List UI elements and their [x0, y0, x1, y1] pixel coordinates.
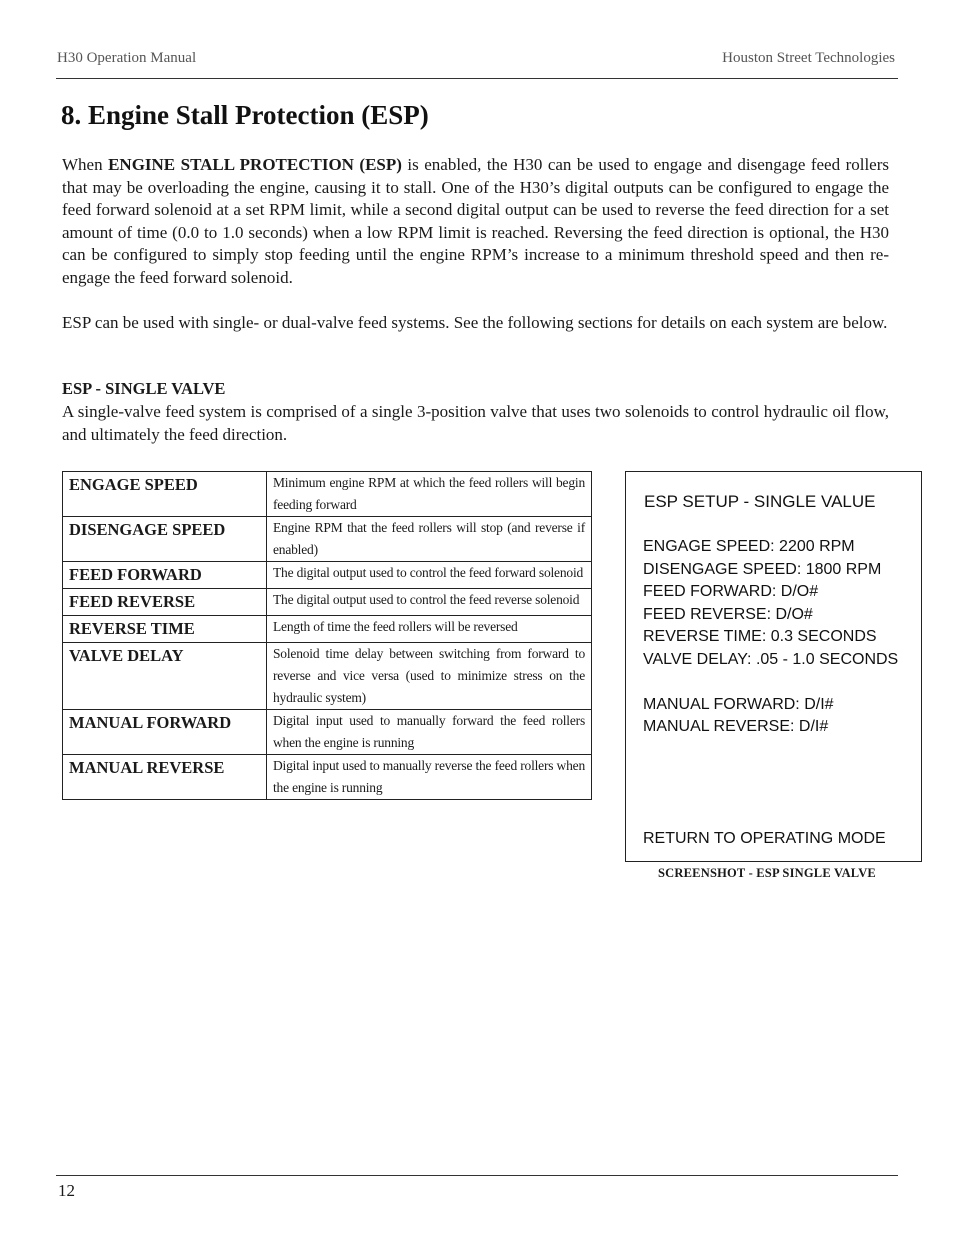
intro-paragraph [62, 154, 889, 290]
screen-line-feed-reverse: FEED REVERSE: D/O# [643, 605, 813, 623]
screen-line-feed-forward: FEED FORWARD: D/O# [643, 583, 819, 600]
screen-line-reverse-time: REVERSE TIME: 0.3 SECONDS [643, 628, 877, 645]
param-description: The digital output used to control the feed reverse solenoid [267, 589, 592, 616]
param-description: Length of time the feed rollers will be reversed [267, 616, 592, 643]
param-term: FEED FORWARD [63, 562, 267, 589]
table-row [63, 589, 592, 616]
param-term: FEED REVERSE [63, 589, 267, 616]
param-description: Digital input used to manually reverse the feed rollers when the engine is running [267, 755, 592, 800]
table-row [63, 517, 592, 562]
param-description: The digital output used to control the feed forward solenoid [267, 562, 592, 589]
table-row [63, 710, 592, 755]
param-term: DISENGAGE SPEED [63, 517, 267, 562]
screen-line-engage-speed: ENGAGE SPEED: 2200 RPM [643, 538, 855, 555]
param-description: Minimum engine RPM at which the feed rollers will begin feeding forward [267, 472, 592, 517]
running-header-company: Houston Street Technologies [722, 50, 895, 66]
param-description: Engine RPM that the feed rollers will stop (and reverse if enabled) [267, 517, 592, 562]
screen-title: ESP SETUP - SINGLE VALUE [644, 492, 876, 511]
single-valve-paragraph: A single-valve feed system is comprised of a single 3-position valve that uses two solenoids to control hydraulic oil flow, and ultimately the feed direction. [62, 402, 889, 444]
esp-setup-screen [625, 471, 922, 862]
intro-lead: When [62, 155, 109, 174]
param-term: ENGAGE SPEED [63, 472, 267, 517]
footer-rule [56, 1175, 898, 1176]
param-term: MANUAL FORWARD [63, 710, 267, 755]
table-row [63, 472, 592, 517]
screen-line-disengage-speed: DISENGAGE SPEED: 1800 RPM [643, 560, 882, 578]
single-valve-heading: ESP - SINGLE VALVE [62, 379, 226, 398]
param-term: VALVE DELAY [63, 643, 267, 710]
screen-line-manual-forward: MANUAL FORWARD: D/I# [643, 695, 834, 713]
screen-line-return: RETURN TO OPERATING MODE [643, 830, 886, 847]
table-row [63, 643, 592, 710]
section-title: 8. Engine Stall Protection (ESP) [61, 100, 429, 130]
param-term: MANUAL REVERSE [63, 755, 267, 800]
page-number: 12 [58, 1181, 75, 1200]
header-rule [56, 78, 898, 79]
intro-rest: is enabled, the H30 can be used to engage and disengage feed rollers that may be overloading the engine, causing it to stall. One of the H30’s digital outputs can be configured to engage the feed forward solenoid at a set RPM limit, while a second digital output can be used to reverse the feed direction for a set amount of time (0.0 to 1.0 seconds) when a low RPM limit is reached. Reversing the feed direction is optional, the H30 can be configured to simply stop feeding until the engine RPM’s increase to a minimum threshold speed and then re-engage the feed forward solenoid. [62, 155, 890, 287]
param-term: REVERSE TIME [63, 616, 267, 643]
table-row [63, 755, 592, 800]
systems-paragraph: ESP can be used with single- or dual-valve feed systems. See the following sections for details on each system are below. [62, 313, 888, 332]
table-row [63, 562, 592, 589]
intro-bold-term: ENGINE STALL PROTECTION (ESP) [108, 155, 402, 174]
param-description: Digital input used to manually forward the feed rollers when the engine is running [267, 710, 592, 755]
screenshot-caption: SCREENSHOT - ESP SINGLE VALVE [658, 866, 876, 880]
running-header-title: H30 Operation Manual [57, 50, 197, 66]
table-row [63, 616, 592, 643]
esp-parameter-table [62, 471, 592, 800]
screen-line-valve-delay: VALVE DELAY: .05 - 1.0 SECONDS [643, 650, 899, 668]
screen-line-manual-reverse: MANUAL REVERSE: D/I# [643, 718, 829, 735]
param-description: Solenoid time delay between switching from forward to reverse and vice versa (used to minimize stress on the hydraulic system) [267, 643, 592, 710]
